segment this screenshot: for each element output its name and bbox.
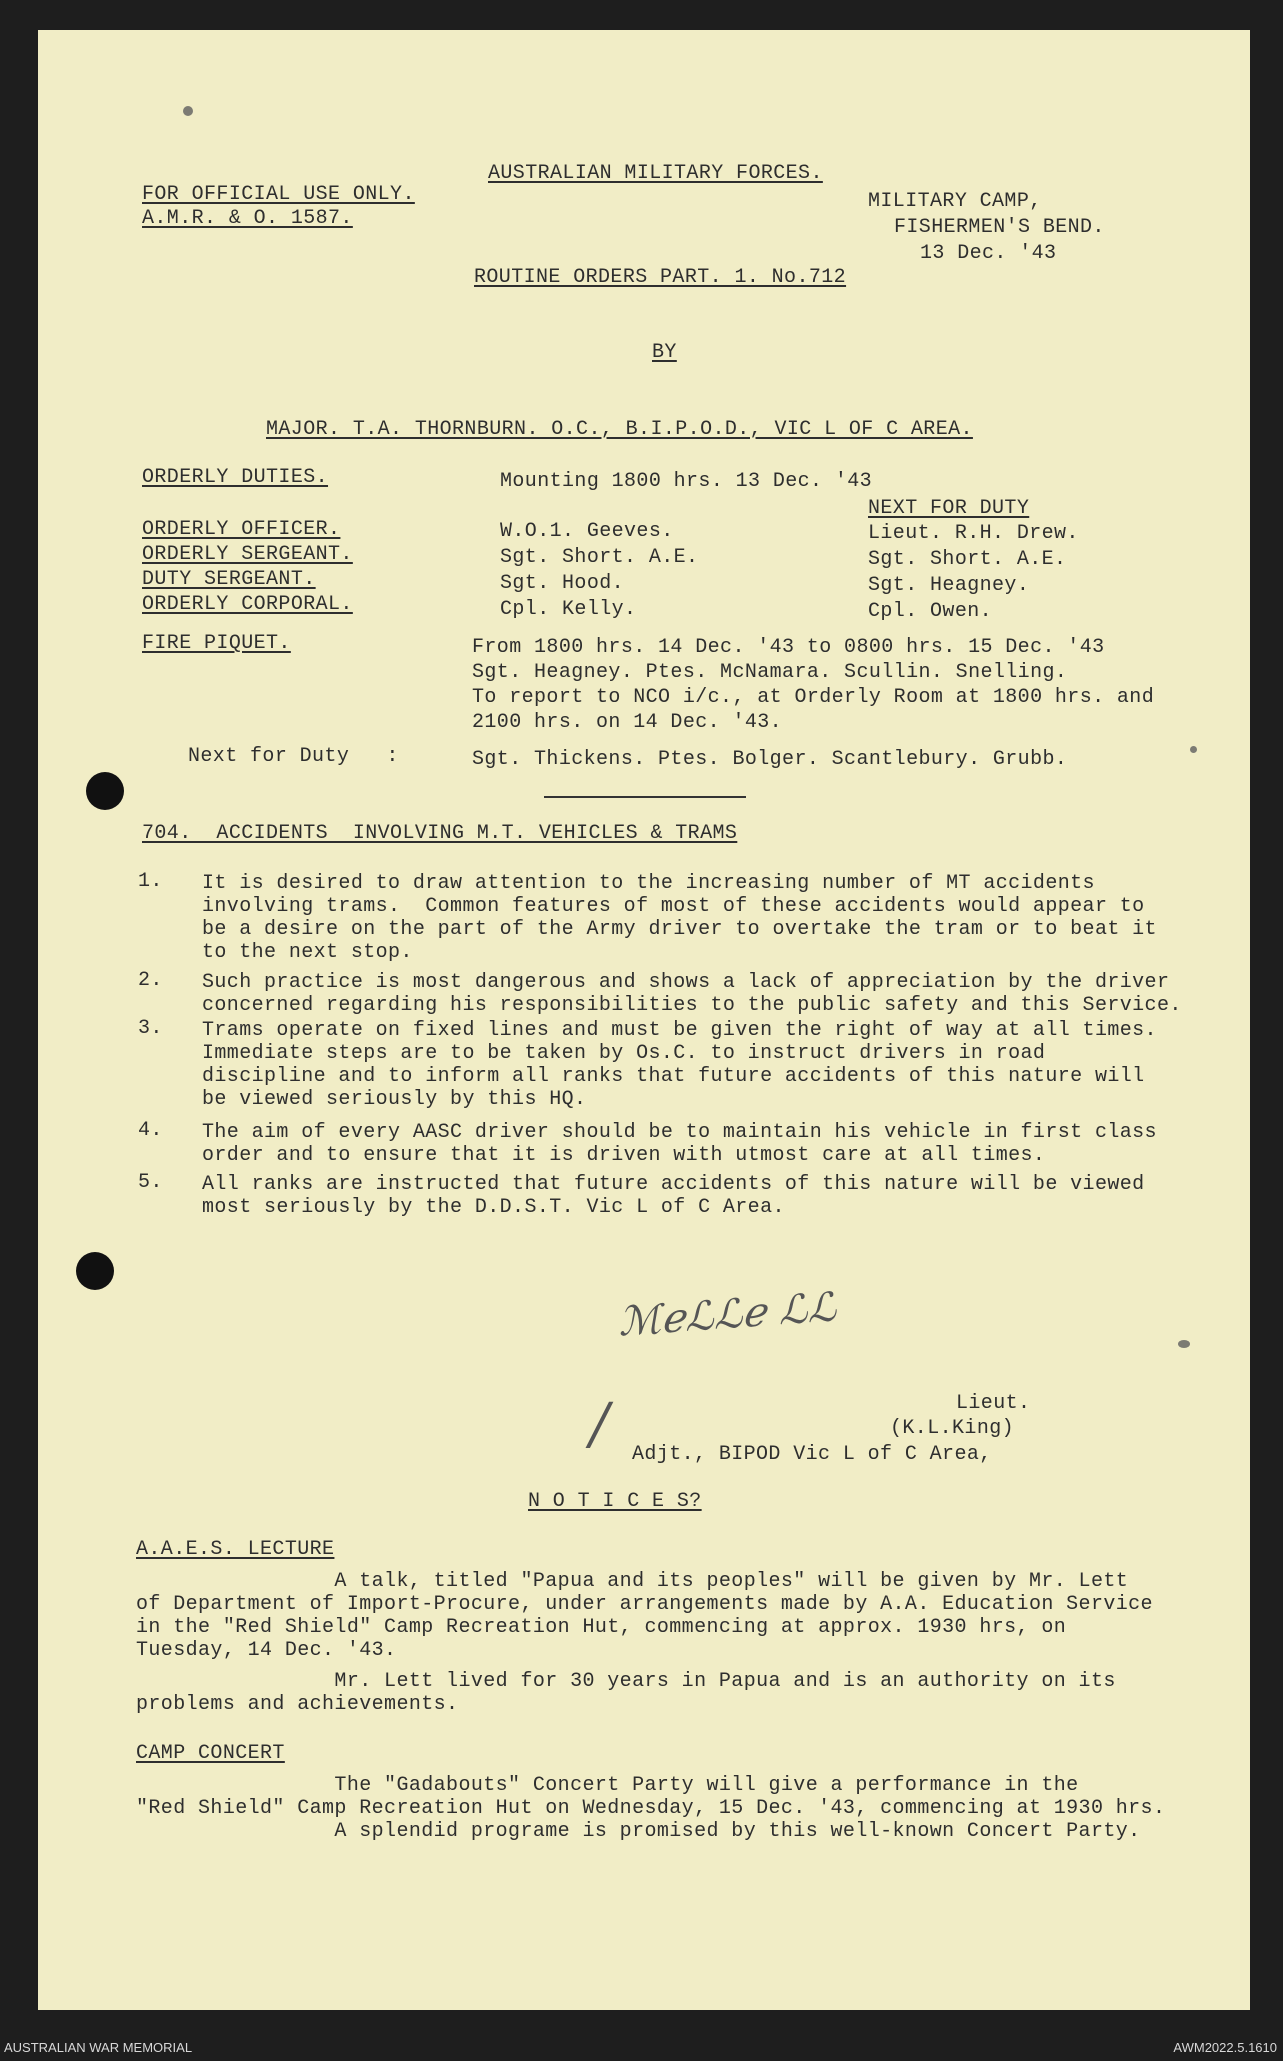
item-line: The aim of every AASC driver should be to maintain his vehicle in first class (202, 1121, 1157, 1144)
handwritten-initial-mark: / (590, 1392, 609, 1457)
notices-heading: N O T I C E S? (528, 1490, 702, 1513)
punch-hole (76, 1252, 114, 1290)
duty-name: Sgt. Short. A.E. (500, 546, 699, 569)
item-number: 5. (138, 1171, 163, 1194)
item-line: discipline and to inform all ranks that future accidents of this nature will (202, 1065, 1145, 1088)
signatory-name: (K.L.King) (890, 1417, 1015, 1440)
fire-piquet-line: From 1800 hrs. 14 Dec. '43 to 0800 hrs. 15 Dec. '43 (472, 636, 1105, 659)
by-label: BY (652, 341, 677, 364)
mounting-time: Mounting 1800 hrs. 13 Dec. '43 (500, 470, 873, 493)
pin-mark (1190, 746, 1197, 753)
archive-reference: AWM2022.5.1610 (1173, 2040, 1277, 2055)
item-number: 1. (138, 870, 163, 893)
section-704-heading: 704. ACCIDENTS INVOLVING M.T. VEHICLES & TRAMS (142, 822, 738, 845)
notice-line: problems and achievements. (136, 1693, 459, 1716)
duty-role: ORDERLY CORPORAL. (142, 593, 353, 616)
next-for-duty-heading: NEXT FOR DUTY (868, 497, 1030, 520)
notice-line: in the "Red Shield" Camp Recreation Hut, commencing at approx. 1930 hrs, on (136, 1616, 1067, 1639)
next-for-duty-value: Sgt. Thickens. Ptes. Bolger. Scantlebury. Grubb. (472, 748, 1068, 771)
item-line: be a desire on the part of the Army driver to overtake the tram or to beat it (202, 918, 1157, 941)
item-line: most seriously by the D.D.S.T. Vic L of C Area. (202, 1196, 785, 1219)
duty-next: Cpl. Owen. (868, 600, 993, 623)
signatory-title: Adjt., BIPOD Vic L of C Area, (632, 1443, 992, 1466)
document-page (38, 30, 1250, 2010)
item-number: 4. (138, 1119, 163, 1142)
orderly-duties-heading: ORDERLY DUTIES. (142, 466, 329, 489)
order-date: 13 Dec. '43 (920, 242, 1057, 265)
reference-number: A.M.R. & O. 1587. (142, 207, 353, 230)
section-divider (544, 796, 746, 798)
duty-next: Sgt. Short. A.E. (868, 548, 1067, 571)
signatory-rank: Lieut. (956, 1392, 1031, 1415)
fire-piquet-line: Sgt. Heagney. Ptes. McNamara. Scullin. Snelling. (472, 661, 1068, 684)
official-use-label: FOR OFFICIAL USE ONLY. (142, 183, 415, 206)
fire-piquet-label: FIRE PIQUET. (142, 632, 291, 655)
commanding-officer: MAJOR. T.A. THORNBURN. O.C., B.I.P.O.D., VIC L OF C AREA. (266, 418, 973, 441)
item-line: It is desired to draw attention to the increasing number of MT accidents (202, 872, 1095, 895)
duty-next: Lieut. R.H. Drew. (868, 522, 1079, 545)
camp-concert-heading: CAMP CONCERT (136, 1742, 285, 1765)
archive-credit: AUSTRALIAN WAR MEMORIAL (4, 2040, 193, 2055)
duty-role: DUTY SERGEANT. (142, 568, 316, 591)
fire-piquet-line: 2100 hrs. on 14 Dec. '43. (472, 711, 783, 734)
page-title: AUSTRALIAN MILITARY FORCES. (488, 162, 823, 185)
camp-location: FISHERMEN'S BEND. (894, 216, 1105, 239)
pin-mark (1178, 1340, 1190, 1348)
duty-name: Sgt. Hood. (500, 572, 625, 595)
item-line: order and to ensure that it is driven with utmost care at all times. (202, 1144, 1046, 1167)
notice-line: Tuesday, 14 Dec. '43. (136, 1639, 397, 1662)
duty-next: Sgt. Heagney. (868, 574, 1030, 597)
item-line: to the next stop. (202, 941, 413, 964)
item-line: concerned regarding his responsibilities to the public safety and this Service. (202, 994, 1182, 1017)
duty-role: ORDERLY SERGEANT. (142, 543, 353, 566)
routine-orders-number: ROUTINE ORDERS PART. 1. No.712 (474, 266, 847, 289)
item-line: Such practice is most dangerous and shows a lack of appreciation by the driver (202, 971, 1170, 994)
camp-name: MILITARY CAMP, (868, 190, 1042, 213)
fire-piquet-line: To report to NCO i/c., at Orderly Room at 1800 hrs. and (472, 686, 1155, 709)
item-number: 2. (138, 969, 163, 992)
item-line: Trams operate on fixed lines and must be given the right of way at all times. (202, 1019, 1157, 1042)
item-line: All ranks are instructed that future accidents of this nature will be viewed (202, 1173, 1145, 1196)
duty-name: Cpl. Kelly. (500, 598, 637, 621)
aaes-lecture-heading: A.A.E.S. LECTURE (136, 1538, 335, 1561)
duty-name: W.O.1. Geeves. (500, 520, 674, 543)
duty-role: ORDERLY OFFICER. (142, 518, 341, 541)
punch-hole (86, 772, 124, 810)
next-for-duty-label: Next for Duty : (188, 745, 399, 768)
notice-line: A splendid programe is promised by this well-known Concert Party. (136, 1820, 1141, 1843)
handwritten-signature: ℳℯℒℒℯ ℒℒ (616, 1284, 838, 1346)
pin-mark (183, 106, 193, 116)
item-line: be viewed seriously by this HQ. (202, 1088, 587, 1111)
notice-line: The "Gadabouts" Concert Party will give a performance in the (136, 1774, 1079, 1797)
notice-line: of Department of Import-Procure, under arrangements made by A.A. Education Service (136, 1593, 1153, 1616)
item-line: involving trams. Common features of most of these accidents would appear to (202, 895, 1145, 918)
item-line: Immediate steps are to be taken by Os.C. to instruct drivers in road (202, 1042, 1046, 1065)
notice-line: A talk, titled "Papua and its peoples" will be given by Mr. Lett (136, 1570, 1129, 1593)
notice-line: Mr. Lett lived for 30 years in Papua and is an authority on its (136, 1670, 1116, 1693)
notice-line: "Red Shield" Camp Recreation Hut on Wednesday, 15 Dec. '43, commencing at 1930 hrs. (136, 1797, 1166, 1820)
item-number: 3. (138, 1017, 163, 1040)
